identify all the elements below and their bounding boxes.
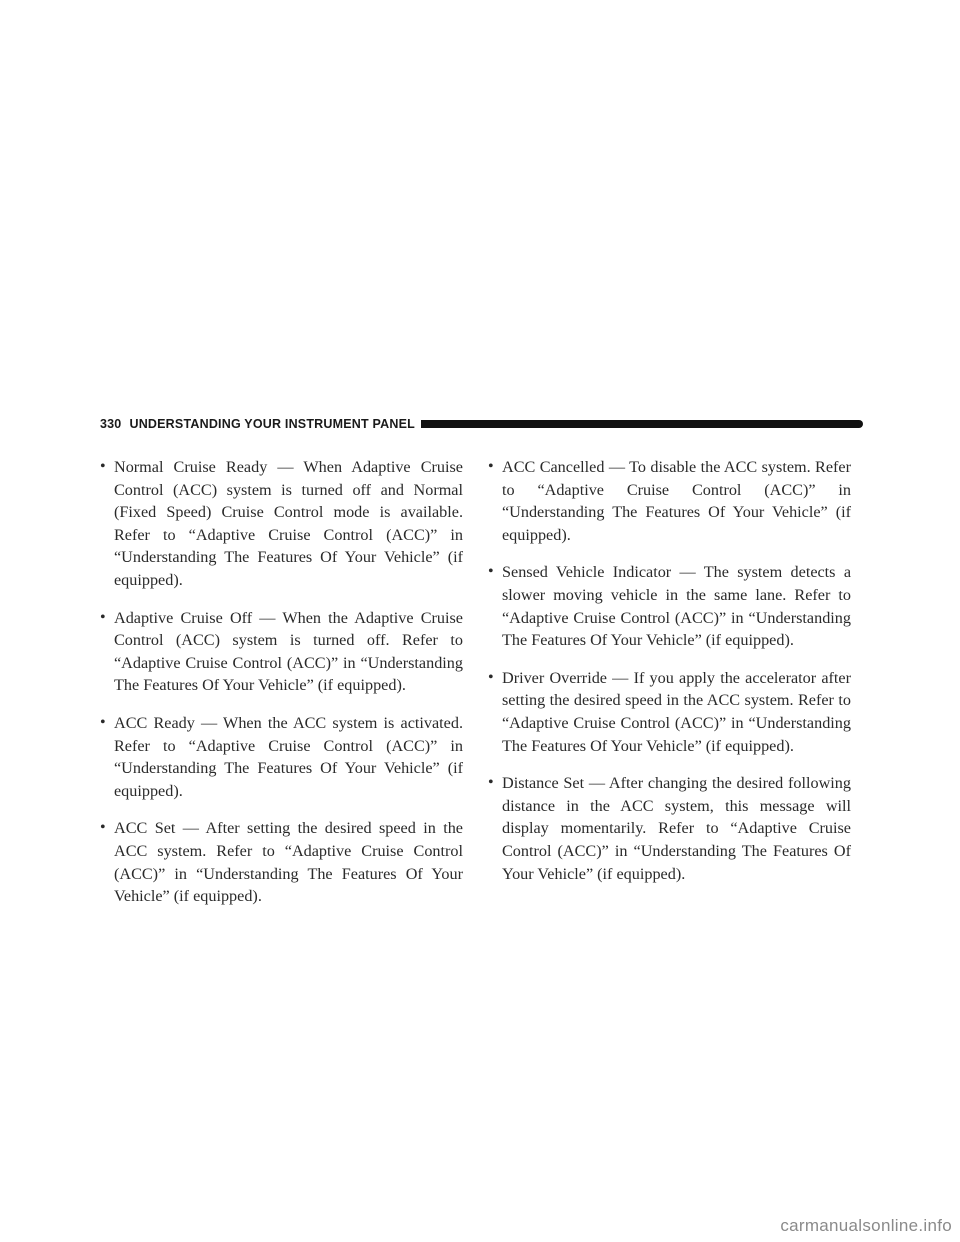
bullet-glyph: • xyxy=(100,608,106,626)
header-rule xyxy=(421,420,863,428)
bullet-glyph: • xyxy=(488,458,494,475)
list-item-text: Adaptive Cruise Off — When the Adaptive Cruise Control (ACC) system is turned off. Refer to “Adaptive Cruise Control (ACC)” in “Understanding The Features Of Your Vehicle” (if equipped). xyxy=(114,608,463,695)
list-item-text: ACC Cancelled — To disable the ACC system. Refer to “Adaptive Cruise Control (ACC)” in “Understanding The Features Of Your Vehicle” (if equipped). xyxy=(502,458,851,544)
list-item xyxy=(100,607,463,697)
left-column xyxy=(100,456,463,923)
bullet-glyph: • xyxy=(100,458,106,475)
list-item xyxy=(488,667,851,757)
watermark-text: carmanualsonline.info xyxy=(780,1216,952,1235)
right-column xyxy=(488,456,851,900)
list-item xyxy=(100,817,463,907)
list-item-text: Normal Cruise Ready — When Adaptive Cruise Control (ACC) system is turned off and Normal (Fixed Speed) Cruise Control mode is available. Refer to “Adaptive Cruise Control (ACC)” in “Understanding The Features Of Your Vehicle” (if equipped). xyxy=(114,458,463,589)
page-number: 330 xyxy=(100,417,122,431)
list-item-text: ACC Ready — When the ACC system is activated. Refer to “Adaptive Cruise Control (ACC)” in “Understanding The Features Of Your Vehicle” (if equipped). xyxy=(114,713,463,800)
list-item xyxy=(488,561,851,651)
list-item-text: Distance Set — After changing the desired following distance in the ACC system, this message will display momentarily. Refer to “Adaptive Cruise Control (ACC)” in “Understanding The Features Of Your Vehicle” (if equipped). xyxy=(502,774,851,883)
bullet-glyph: • xyxy=(100,713,106,731)
list-item xyxy=(488,456,851,546)
bullet-glyph: • xyxy=(488,774,494,792)
list-item-text: Driver Override — If you apply the accelerator after setting the desired speed in the ACC system. Refer to “Adaptive Cruise Control (ACC)” in “Understanding The Features Of Your Vehicle” (if equipped). xyxy=(502,668,851,755)
page-header xyxy=(100,414,863,434)
bullet-glyph: • xyxy=(488,668,494,686)
list-item xyxy=(488,772,851,885)
bullet-glyph: • xyxy=(100,819,106,837)
bullet-glyph: • xyxy=(488,563,494,581)
list-item xyxy=(100,712,463,802)
section-title: UNDERSTANDING YOUR INSTRUMENT PANEL xyxy=(129,417,415,431)
list-item-text: ACC Set — After setting the desired speed in the ACC system. Refer to “Adaptive Cruise Control (ACC)” in “Understanding The Features Of Your Vehicle” (if equipped). xyxy=(114,819,463,906)
list-item-text: Sensed Vehicle Indicator — The system detects a slower moving vehicle in the same lane. Refer to “Adaptive Cruise Control (ACC)” in “Understanding The Features Of Your Vehicle” (if equipped). xyxy=(502,563,851,650)
list-item xyxy=(100,456,463,592)
